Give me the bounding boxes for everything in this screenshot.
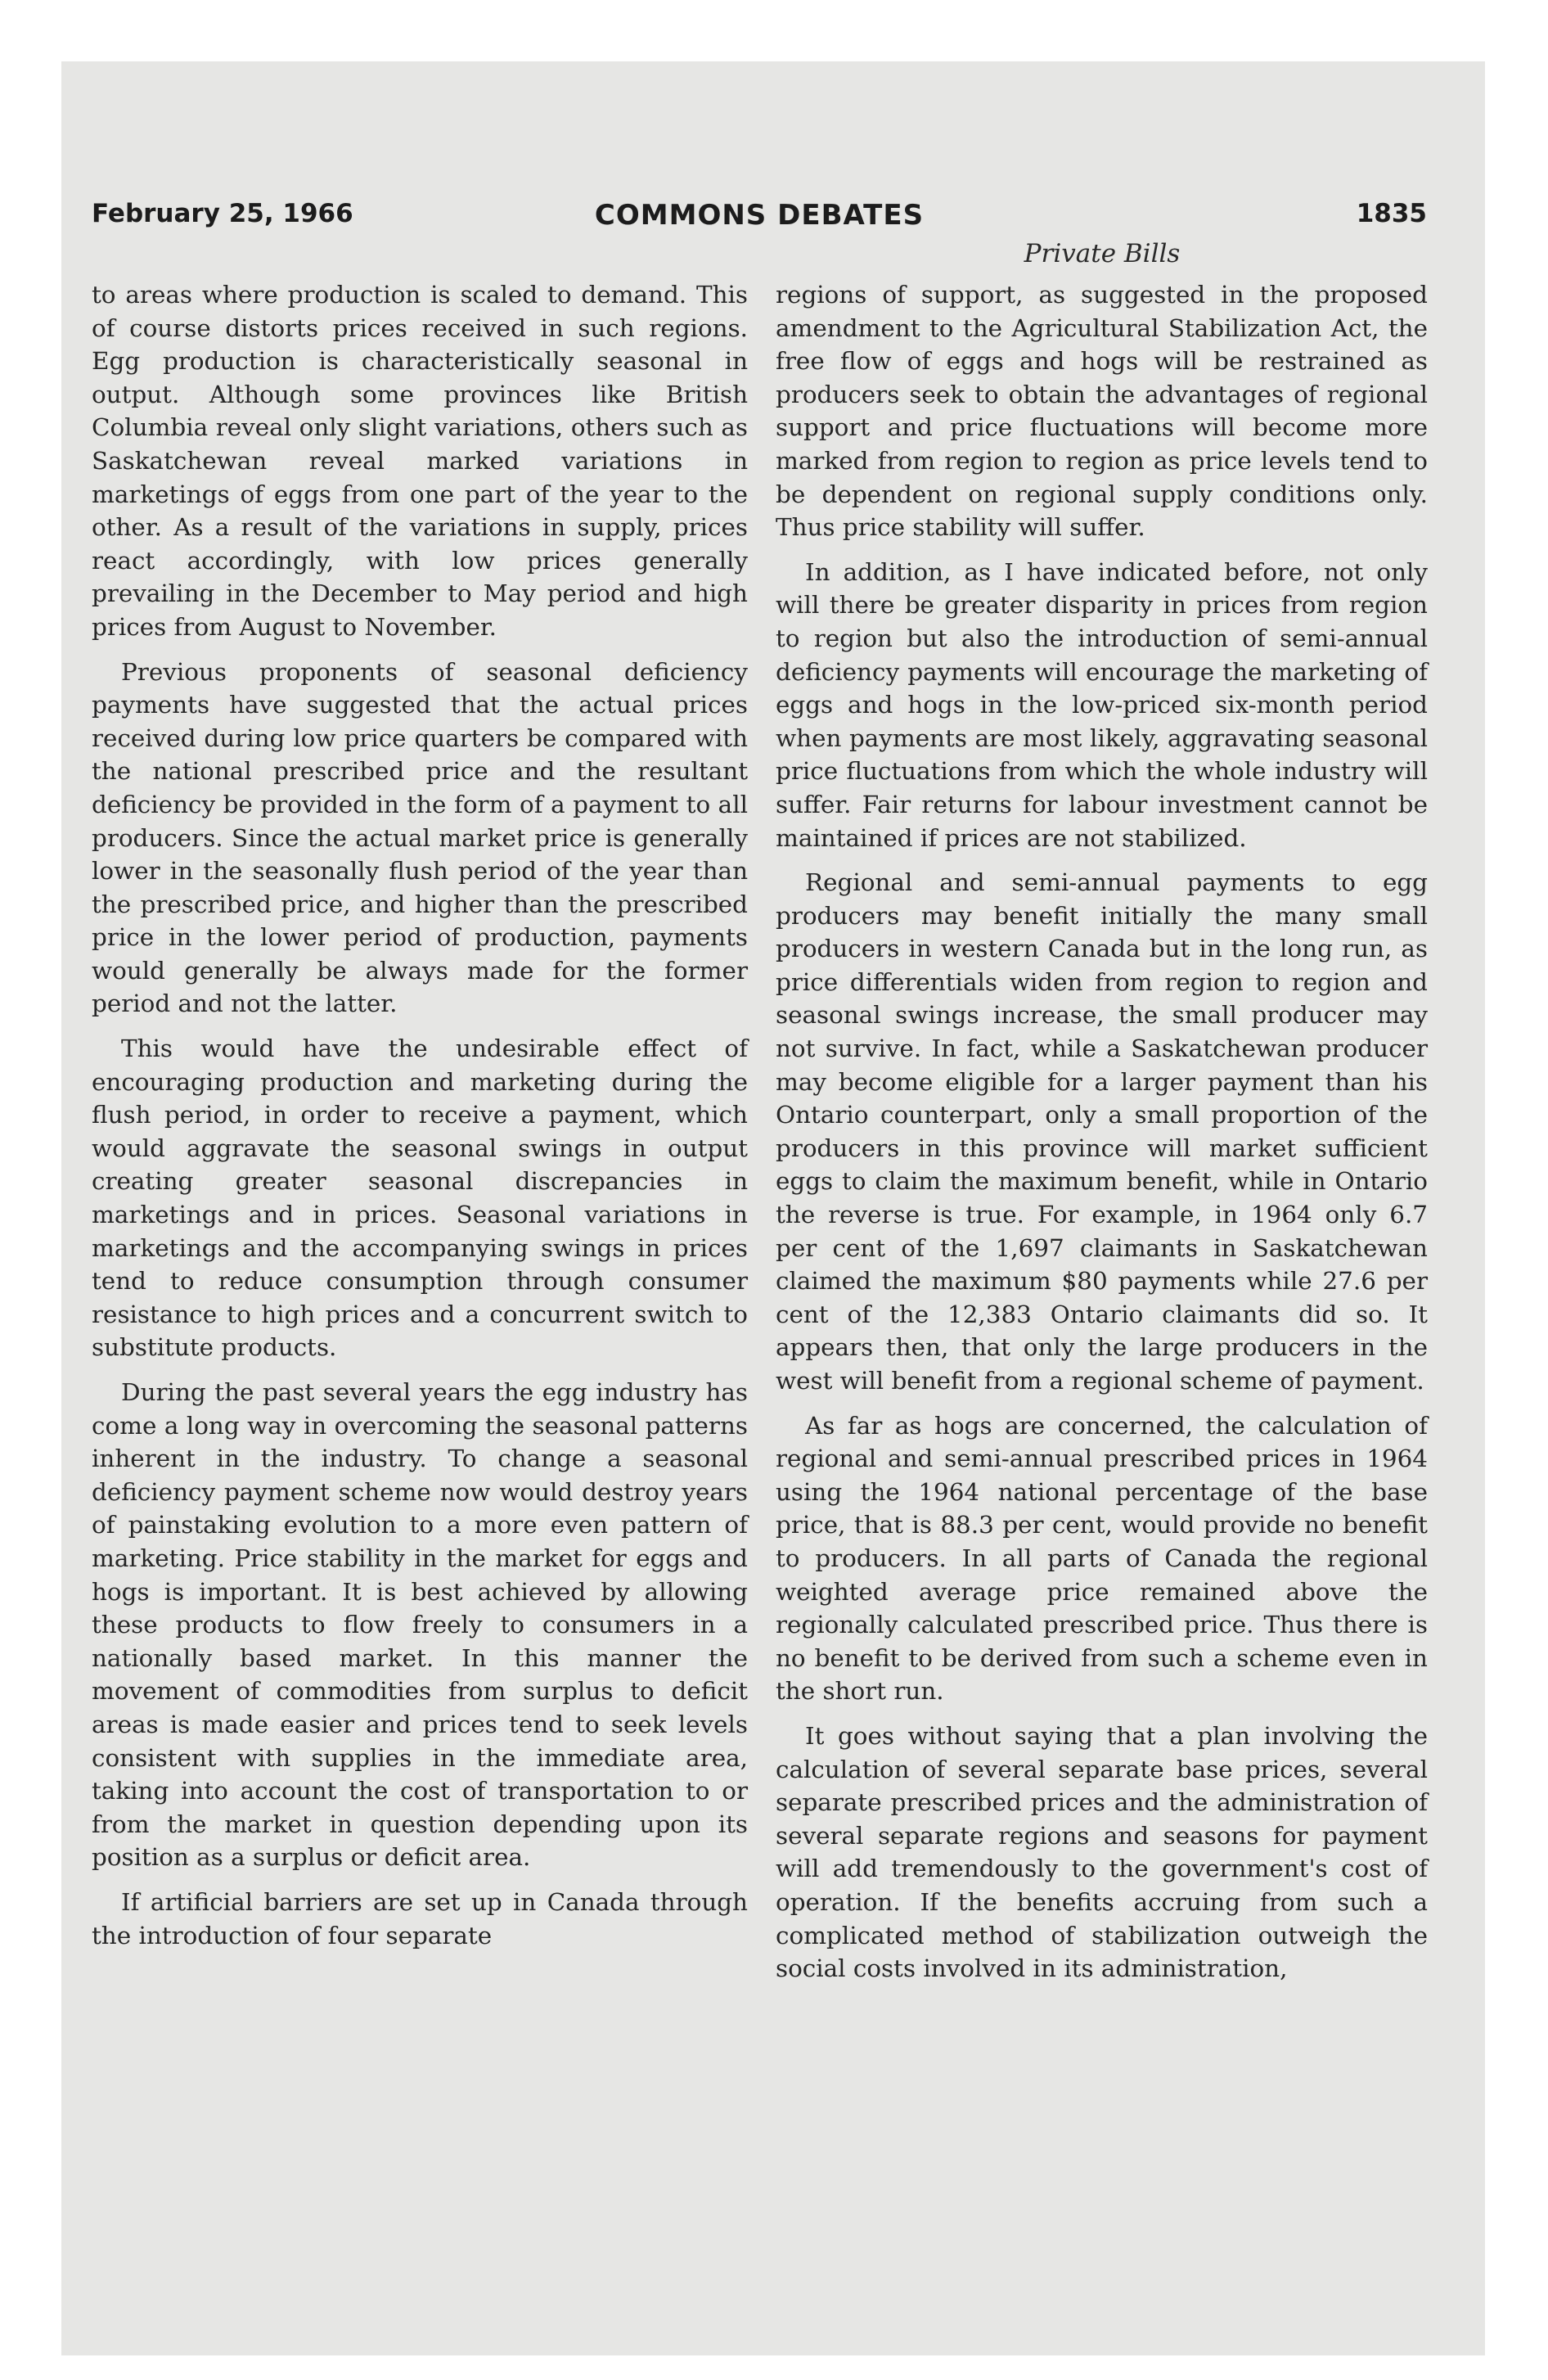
paragraph: In addition, as I have indicated before, not only will there be greater disparity in prices from region to region but also the introduction of semi-annual deficiency payments will encourage the marketing of eggs and hogs in the low-priced six-month period when payments are most likely, aggravating seasonal price fluctuations from which the whole industry will suffer. Fair returns for labour investment cannot be maintained if prices are not stabilized. — [776, 557, 1428, 852]
right-column — [776, 278, 1428, 1997]
paragraph: As far as hogs are concerned, the calculation of regional and semi-annual prescribed prices in 1964 using the 1964 national percentage of the base price, that is 88.3 per cent, would provide no benefit to producers. In all parts of Canada the regional weighted average price remained above the regionally calculated prescribed price. Thus there is no benefit to be derived from such a scheme even in the short run. — [776, 1411, 1428, 1706]
header-page-number: 1835 — [1356, 199, 1427, 228]
header-date: February 25, 1966 — [92, 199, 353, 228]
header-publication: COMMONS DEBATES — [594, 199, 925, 232]
paragraph: Regional and semi-annual payments to egg producers may benefit initially the many small producers in western Canada but in the long run, as price differentials widen from region to region and seasonal swings increase, the small producer may not survive. In fact, while a Saskatchewan producer may become eligible for a larger payment than his Ontario counterpart, only a small proportion of the producers in this province will market sufficient eggs to claim the maximum benefit, while in Ontario the reverse is true. For example, in 1964 only 6.7 per cent of the 1,697 claimants in Saskatchewan claimed the maximum $80 payments while 27.6 per cent of the 12,383 Ontario claimants did so. It appears then, that only the large producers in the west will benefit from a regional scheme of payment. — [776, 868, 1428, 1395]
paragraph: regions of support, as suggested in the proposed amendment to the Agricultural Stabilization Act, the free flow of eggs and hogs will be restrained as producers seek to obtain the advantages of regional support and price fluctuations will become more marked from region to region as price levels tend to be dependent on regional supply conditions only. Thus price stability will suffer. — [776, 281, 1428, 542]
paragraph: This would have the undesirable effect of encouraging production and marketing during the flush period, in order to receive a payment, which would aggravate the seasonal swings in output creating greater seasonal discrepancies in marketings and in prices. Seasonal variations in marketings and the accompanying swings in prices tend to reduce consumption through consumer resistance to high prices and a concurrent switch to substitute products. — [92, 1034, 748, 1362]
paragraph: Previous proponents of seasonal deficiency payments have suggested that the actual prices received during low price quarters be compared with the national prescribed price and the resultant deficiency be provided in the form of a payment to all producers. Since the actual market price is generally lower in the seasonally flush period of the year than the prescribed price, and higher than the prescribed price in the lower period of production, payments would generally be always made for the former period and not the latter. — [92, 657, 748, 1018]
paragraph: to areas where production is scaled to demand. This of course distorts prices received in such regions. Egg production is characteristically seasonal in output. Although some provinces like British Columbia reveal only slight variations, others such as Saskatchewan reveal marked variations in marketings of eggs from one part of the year to the other. As a result of the variations in supply, prices react accordingly, with low prices generally prevailing in the December to May period and high prices from August to November. — [92, 281, 748, 641]
left-column — [92, 278, 748, 1963]
paragraph: It goes without saying that a plan involving the calculation of several separate base prices, several separate prescribed prices and the administration of several separate regions and seasons for payment will add tremendously to the government's cost of operation. If the benefits accruing from such a complicated method of stabilization outweigh the social costs involved in its administration, — [776, 1721, 1428, 1983]
paragraph: If artificial barriers are set up in Canada through the introduction of four separate — [92, 1887, 748, 1950]
paragraph: During the past several years the egg industry has come a long way in overcoming the seasonal patterns inherent in the industry. To change a seasonal deficiency payment scheme now would destroy years of painstaking evolution to a more even pattern of marketing. Price stability in the market for eggs and hogs is important. It is best achieved by allowing these products to flow freely to consumers in a nationally based market. In this manner the movement of commodities from surplus to deficit areas is made easier and prices tend to seek levels consistent with supplies in the immediate area, taking into account the cost of transportation to or from the market in question depending upon its position as a surplus or deficit area. — [92, 1378, 748, 1872]
page-header — [92, 199, 1427, 237]
section-label: Private Bills — [1024, 239, 1181, 268]
